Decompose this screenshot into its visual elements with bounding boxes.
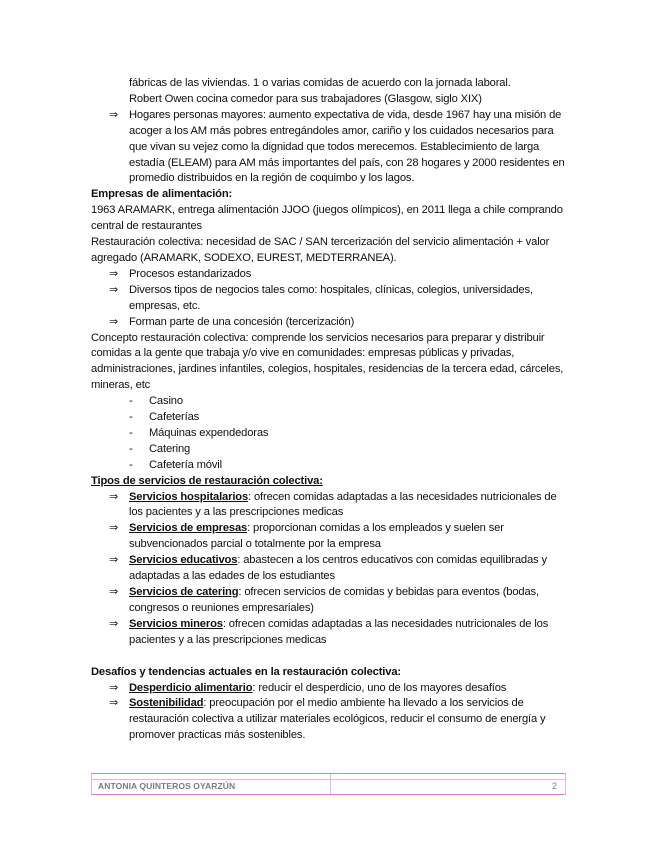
double-arrow-icon: ⇒: [109, 108, 119, 121]
list-item: [91, 696, 571, 744]
paragraph: Concepto restauración colectiva: comprende los servicios necesarios para preparar y distribuir comidas a la gente que trabaja y/o vive en comunidades: empresas públicas y privadas, administraciones, jardines infantiles, colegios, hospitales, residencias de la tercera edad, cárceles, mineras, etc: [91, 331, 564, 392]
section-title-tipos: Tipos de servicios de restauración colectiva:: [91, 474, 323, 487]
list-item-text: Casino: [149, 395, 183, 408]
term: Servicios educativos: [129, 554, 238, 567]
term-separator: :: [222, 617, 226, 630]
list-item: [91, 108, 571, 188]
dash-bullet: -: [129, 442, 133, 455]
list-item-text: Procesos estandarizados: [129, 267, 252, 280]
list-item: [91, 442, 571, 458]
list-item-text: Diversos tipos de negocios tales como: hospitales, clínicas, colegios, universidades, empresas, etc.: [129, 283, 533, 312]
term: Desperdicio alimentario: [129, 681, 253, 694]
double-arrow-icon: ⇒: [109, 490, 119, 503]
paragraph: 1963 ARAMARK, entrega alimentación JJOO (juegos olímpicos), en 2011 llega a chile comprando central de restaurantes: [91, 204, 563, 233]
dash-bullet: -: [129, 426, 133, 439]
list-item-text: Cafetería móvil: [149, 458, 222, 471]
double-arrow-icon: ⇒: [109, 522, 119, 535]
list-item: [91, 617, 571, 649]
term-separator: :: [248, 490, 252, 503]
double-arrow-icon: ⇒: [109, 681, 119, 694]
double-arrow-icon: ⇒: [109, 315, 119, 328]
list-item: [91, 315, 571, 331]
list-item: [91, 426, 571, 442]
term: Servicios de empresas: [129, 522, 248, 535]
list-item: [91, 553, 571, 585]
list-item-text: Máquinas expendedoras: [149, 426, 269, 439]
term-description: proporcionan comidas a los empleados y suelen ser subvencionados parcial o totalmente por la empresa: [129, 522, 504, 551]
list-item: [91, 681, 571, 697]
list-item-text: Hogares personas mayores: aumento expectativa de vida, desde 1967 hay una misión de acoger a los AM más pobres entregándoles amor, cariño y los cuidados necesarios para que vivan su vejez como la dignidad que todos merecemos. Establecimiento de larga estadía (ELEAM) para AM más importantes del país, con 28 hogares y 2000 residentes en promedio distribuidos en la región de coquimbo y los lagos.: [129, 108, 565, 185]
footer-rule: [92, 779, 565, 780]
term-description: ofrecen comidas adaptadas a las necesidades nutricionales de los pacientes y a las prescripciones medicas: [129, 617, 549, 646]
double-arrow-icon: ⇒: [109, 283, 119, 296]
spacer: [91, 649, 571, 665]
term-description: abastecen a los centros educativos con comidas equilibradas y adaptadas a las edades de los estudiantes: [129, 554, 547, 583]
term: Servicios mineros: [129, 617, 223, 630]
list-item: [91, 490, 571, 522]
list-item-text: Catering: [149, 442, 191, 455]
term-description: reducir el desperdicio, uno de los mayores desafíos: [255, 681, 507, 694]
double-arrow-icon: ⇒: [109, 554, 119, 567]
dash-bullet: -: [129, 411, 133, 424]
dash-bullet: -: [129, 458, 133, 471]
term: Servicios de catering: [129, 586, 239, 598]
double-arrow-icon: ⇒: [109, 586, 119, 598]
double-arrow-icon: ⇒: [109, 617, 119, 630]
continuation-line: fábricas de las viviendas. 1 o varias comidas de acuerdo con la jornada laboral.: [129, 77, 511, 89]
term-description: ofrecen servicios de comidas y bebidas para eventos (bodas, congresos o reuniones empresariales): [129, 586, 539, 614]
term-separator: :: [247, 522, 251, 535]
double-arrow-icon: ⇒: [109, 267, 119, 280]
term-description: ofrecen comidas adaptadas a las necesidades nutricionales de los pacientes y a las prescripciones medicas: [129, 490, 557, 519]
list-item: [91, 521, 571, 553]
double-arrow-icon: ⇒: [109, 697, 119, 710]
list-item: [91, 267, 571, 283]
term-separator: :: [237, 554, 241, 567]
page-number: 2: [551, 781, 557, 791]
list-item: [91, 394, 571, 410]
page-footer: [91, 773, 566, 795]
term-separator: :: [203, 697, 207, 710]
dash-bullet: -: [129, 395, 133, 408]
term: Servicios hospitalarios: [129, 490, 249, 503]
term: Sostenibilidad: [129, 697, 204, 710]
term-separator: :: [238, 586, 242, 598]
list-item: [91, 410, 571, 426]
footer-author: ANTONIA QUINTEROS OYARZÚN: [98, 781, 236, 791]
term-description: preocupación por el medio ambiente ha llevado a los servicios de restauración colectiva a utilizar materiales ecológicos, reducir el consumo de energía y promover practicas más sostenibles.: [129, 697, 546, 742]
term-separator: :: [252, 681, 256, 694]
document-body: [91, 76, 571, 744]
list-item-text: Cafeterías: [149, 411, 200, 424]
continuation-line: Robert Owen cocina comedor para sus trabajadores (Glasgow, siglo XIX): [129, 92, 482, 105]
list-item: [91, 585, 571, 617]
section-title-desafios: Desafíos y tendencias actuales en la restauración colectiva:: [91, 665, 401, 678]
footer-divider: [330, 774, 331, 794]
list-item: [91, 283, 571, 315]
list-item: [91, 458, 571, 474]
paragraph: Restauración colectiva: necesidad de SAC / SAN tercerización del servicio alimentación + valor agregado (ARAMARK, SODEXO, EUREST, MEDTERRANEA).: [91, 236, 550, 264]
section-title-empresas: Empresas de alimentación:: [91, 188, 233, 201]
list-item-text: Forman parte de una concesión (tercerización): [129, 315, 355, 328]
